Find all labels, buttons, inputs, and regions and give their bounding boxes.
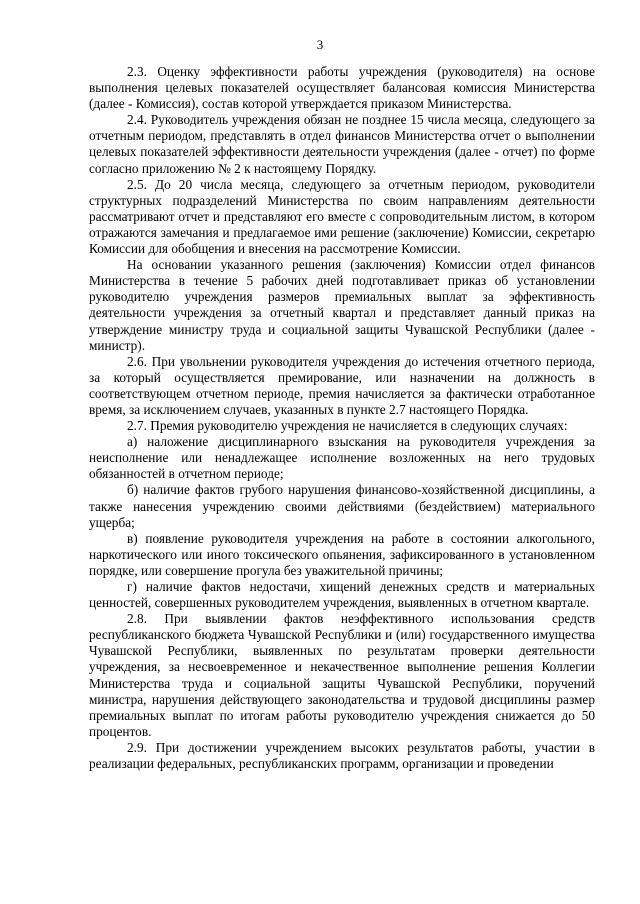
list-item-a: а) наложение дисциплинарного взыскания на руководителя учреждения за неисполнение или ненадлежащее исполнение возложенных на него трудовых обязанностей в отчетном периоде; xyxy=(89,434,595,482)
paragraph-2-3: 2.3. Оценку эффективности работы учреждения (руководителя) на основе выполнения целевых показателей осуществляет балансовая комиссия Министерства (далее - Комиссия), состав которой утверждается приказом Министерства. xyxy=(89,64,595,112)
paragraph-decision-basis: На основании указанного решения (заключения) Комиссии отдел финансов Министерства в течение 5 рабочих дней подготавливает приказ об установлении руководителю учреждения размеров премиальных выплат за эффективность деятельности учреждения за отчетный квартал и представляет данный приказ на утверждение министру труда и социальной защиты Чувашской Республики (далее - министр). xyxy=(89,257,595,353)
paragraph-2-5: 2.5. До 20 числа месяца, следующего за отчетным периодом, руководители структурных подразделений Министерства по своим направлениям деятельности рассматривают отчет и представляют его вместе с сопроводительным листом, в котором отражаются замечания и предлагаемое ими решение (заключение) Комиссии, секретарю Комиссии для обобщения и внесения на рассмотрение Комиссии. xyxy=(89,176,595,257)
list-item-v: в) появление руководителя учреждения на работе в состоянии алкогольного, наркотического или иного токсического опьянения, зафиксированного в установленном порядке, или совершение прогула без уважительной причины; xyxy=(89,530,595,578)
page-number: 3 xyxy=(316,37,324,52)
paragraph-2-6: 2.6. При увольнении руководителя учреждения до истечения отчетного периода, за который осуществляется премирование, или назначении на должность в соответствующем отчетном периоде, премия начисляется за фактически отработанное время, за исключением случаев, указанных в пункте 2.7 настоящего Порядка. xyxy=(89,353,595,417)
list-item-b: б) наличие фактов грубого нарушения финансово-хозяйственной дисциплины, а также нанесения учреждению своими действиями (бездействием) материального ущерба; xyxy=(89,482,595,530)
paragraph-2-8: 2.8. При выявлении фактов неэффективного использования средств республиканского бюджета Чувашской Республики и (или) государственного имущества Чувашской Республики, выявленных по результатам проверки деятельности учреждения, за несвоевременное и некачественное выполнение решения Коллегии Министерства труда и социальной защиты Чувашской Республики, поручений министра, нарушения действующего законодательства и трудовой дисциплины размер премиальных выплат по итогам работы руководителю учреждения снижается до 50 процентов. xyxy=(89,611,595,739)
list-item-g: г) наличие фактов недостачи, хищений денежных средств и материальных ценностей, совершенных руководителем учреждения, выявленных в отчетном квартале. xyxy=(89,579,595,611)
document-body xyxy=(89,64,595,772)
paragraph-2-4: 2.4. Руководитель учреждения обязан не позднее 15 числа месяца, следующего за отчетным периодом, представлять в отдел финансов Министерства отчет о выполнении целевых показателей эффективности деятельности учреждения (далее - отчет) по форме согласно приложению № 2 к настоящему Порядку. xyxy=(89,112,595,176)
paragraph-2-9: 2.9. При достижении учреждением высоких результатов работы, участии в реализации федеральных, республиканских программ, организации и проведении xyxy=(89,739,595,772)
paragraph-2-7: 2.7. Премия руководителю учреждения не начисляется в следующих случаях: xyxy=(127,418,568,434)
